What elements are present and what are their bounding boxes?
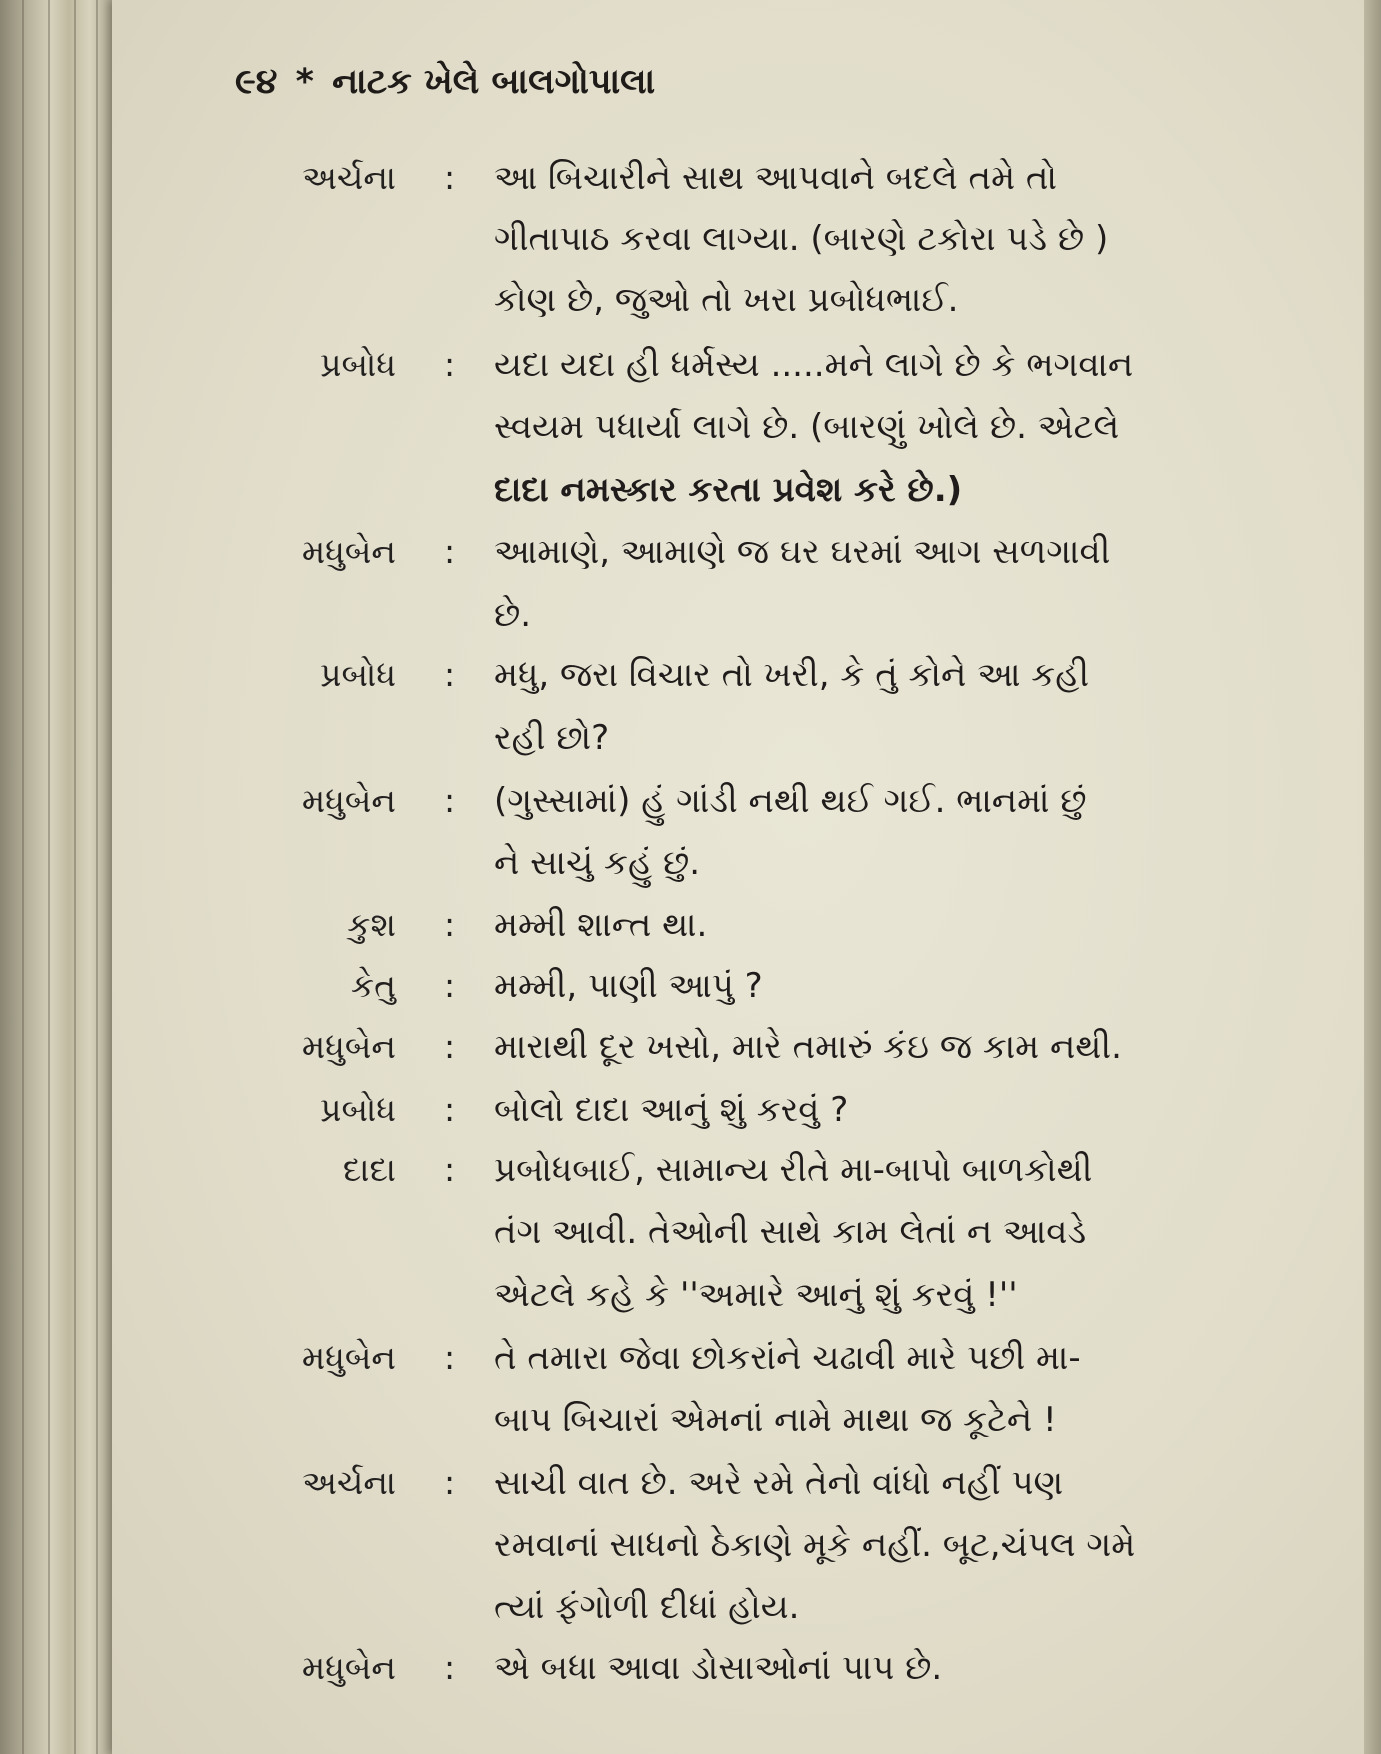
book-title: નાટક ખેલે બાલગોપાલા [332,62,656,102]
dialogue-row [0,158,1381,218]
speaker-name: અર્ચના [302,158,396,197]
dialogue-line: તે તમારા જેવા છોકરાંને ચઢાવી મારે પછી મા- [494,1338,1081,1378]
dialogue-line: સાચી વાત છે. અરે રમે તેનો વાંધો નહીં પણ [494,1463,1064,1503]
dialogue-line: (ગુસ્સામાં) હું ગાંડી નથી થઈ ગઈ. ભાનમાં છું [494,781,1087,821]
dialogue-line: બાપ બિચારાં એમનાં નામે માથા જ કૂટેને ! [494,1400,1057,1440]
dialogue-line: મારાથી દૂર ખસો, મારે તમારું કંઇ જ કામ નથી. [494,1027,1122,1067]
dialogue-row [0,1463,1381,1523]
dialogue-line: એટલે કહે કે ''અમારે આનું શું કરવું !'' [494,1275,1018,1315]
speaker-name: કેતુ [350,966,396,1005]
dialogue-line: છે. [494,595,532,635]
dialogue-row [0,718,1381,778]
speaker-name: મધુબેન [301,1027,396,1066]
speaker-name: દાદા [342,1150,396,1189]
speaker-colon: : [444,1090,456,1129]
dialogue-line: કોણ છે, જુઓ તો ખરા પ્રબોધભાઈ. [494,280,959,320]
dialogue-row [0,532,1381,592]
speaker-name: મધુબેન [301,781,396,820]
speaker-name: પ્રબોધ [320,1090,396,1129]
dialogue-line: એ બધા આવા ડોસાઓનાં પાપ છે. [494,1648,943,1688]
speaker-name: મધુબેન [301,1338,396,1377]
dialogue-line: ત્યાં ફંગોળી દીધાં હોય. [494,1587,800,1627]
dialogue-row [0,966,1381,1026]
speaker-name: મધુબેન [301,532,396,571]
dialogue-line: રહી છો? [494,718,610,758]
dialogue-row [0,781,1381,841]
dialogue-line: મમ્મી, પાણી આપું ? [494,966,763,1006]
dialogue-row [0,655,1381,715]
dialogue-row [0,905,1381,965]
separator-star: * [295,62,314,102]
dialogue-line: ગીતાપાઠ કરવા લાગ્યા. (બારણે ટકોરા પડે છે ) [494,219,1109,259]
dialogue-row [0,595,1381,655]
speaker-colon: : [444,532,456,571]
speaker-colon: : [444,655,456,694]
dialogue-row [0,1338,1381,1398]
dialogue-row [0,843,1381,903]
dialogue-row [0,1648,1381,1708]
dialogue-row [0,407,1381,467]
dialogue-row [0,470,1381,530]
speaker-colon: : [444,1648,456,1687]
speaker-name: પ્રબોધ [320,345,396,384]
speaker-colon: : [444,905,456,944]
dialogue-row [0,1525,1381,1585]
dialogue-line: દાદા નમસ્કાર કરતા પ્રવેશ કરે છે.) [494,470,963,510]
dialogue-line: આ બિચારીને સાથ આપવાને બદલે તમે તો [494,158,1057,198]
dialogue-line: પ્રબોધબાઈ, સામાન્ય રીતે મા-બાપો બાળકોથી [494,1150,1093,1190]
dialogue-line: યદા યદા હી ધર્મસ્ય .....મને લાગે છે કે ભગવાન [494,345,1134,385]
dialogue-row [0,1090,1381,1150]
speaker-name: મધુબેન [301,1648,396,1687]
speaker-colon: : [444,345,456,384]
speaker-colon: : [444,1027,456,1066]
speaker-name: કુશ [347,905,396,944]
dialogue-line: ને સાચું કહું છું. [494,843,701,883]
speaker-colon: : [444,1150,456,1189]
speaker-colon: : [444,966,456,1005]
dialogue-row [0,1275,1381,1335]
dialogue-row [0,1150,1381,1210]
page-number: ૯૪ [235,62,278,102]
dialogue-line: બોલો દાદા આનું શું કરવું ? [494,1090,849,1130]
dialogue-line: સ્વયમ પધાર્યા લાગે છે. (બારણું ખોલે છે. એટલે [494,407,1120,447]
dialogue-line: તંગ આવી. તેઓની સાથે કામ લેતાં ન આવડે [494,1212,1087,1252]
speaker-colon: : [444,158,456,197]
dialogue-line: મમ્મી શાન્ત થા. [494,905,708,945]
speaker-name: અર્ચના [302,1463,396,1502]
dialogue-line: મધુ, જરા વિચાર તો ખરી, કે તું કોને આ કહી [494,655,1090,695]
dialogue-row [0,280,1381,340]
dialogue-row [0,1587,1381,1647]
dialogue-line: રમવાનાં સાધનો ઠેકાણે મૂકે નહીં. બૂટ,ચંપલ ગમે [494,1525,1136,1565]
dialogue-row [0,1212,1381,1272]
dialogue-row [0,345,1381,405]
dialogue-row [0,1027,1381,1087]
speaker-name: પ્રબોધ [320,655,396,694]
dialogue-line: આમાણે, આમાણે જ ઘર ઘરમાં આગ સળગાવી [494,532,1111,572]
speaker-colon: : [444,1463,456,1502]
dialogue-row [0,219,1381,279]
dialogue-row [0,1400,1381,1460]
speaker-colon: : [444,781,456,820]
speaker-colon: : [444,1338,456,1377]
